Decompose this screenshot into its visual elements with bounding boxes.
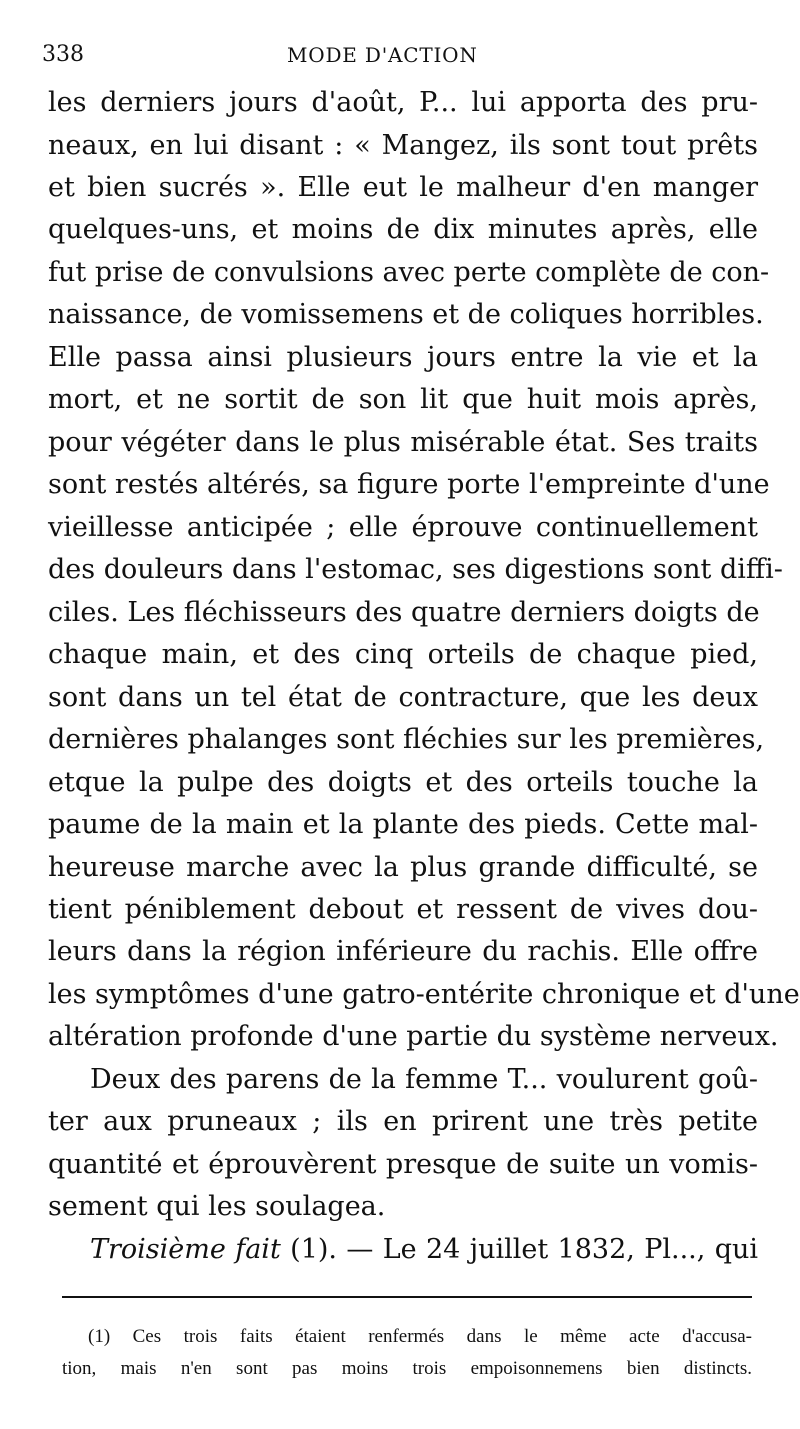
body-line: neaux, en lui disant : « Mangez, ils sont tout prêts [48, 130, 758, 161]
body-line: quantité et éprouvèrent presque de suite un vomis- [48, 1149, 758, 1180]
footnote-line: tion, mais n'en sont pas moins trois empoisonnemens bien distincts. [62, 1358, 752, 1379]
body-line: vieillesse anticipée ; elle éprouve continuellement [48, 512, 758, 543]
body-line: leurs dans la région inférieure du rachis. Elle offre [48, 936, 758, 967]
body-line: ciles. Les fléchisseurs des quatre derniers doigts de [48, 597, 760, 628]
body-line: et bien sucrés ». Elle eut le malheur d'en manger [48, 172, 758, 203]
body-line: paume de la main et la plante des pieds. Cette mal- [48, 809, 758, 840]
body-line: pour végéter dans le plus misérable état. Ses traits [48, 427, 758, 458]
body-line: Elle passa ainsi plusieurs jours entre la vie et la [48, 342, 758, 373]
body-line: altération profonde d'une partie du système nerveux. [48, 1021, 779, 1052]
body-line: ter aux pruneaux ; ils en prirent une très petite [48, 1106, 758, 1137]
body-line: des douleurs dans l'estomac, ses digestions sont diffi- [48, 554, 783, 585]
body-line: les symptômes d'une gatro-entérite chronique et d'une [48, 979, 800, 1010]
section-heading-italic: Troisième fait [90, 1234, 281, 1265]
body-line: chaque main, et des cinq orteils de chaque pied, [48, 639, 758, 670]
section-heading-line [90, 1230, 758, 1270]
body-line: fut prise de convulsions avec perte complète de con- [48, 257, 770, 288]
footnote-separator [62, 1296, 752, 1298]
page-number: 338 [42, 42, 84, 67]
section-heading-rest: (1). — Le 24 juillet 1832, Pl..., qui [280, 1234, 759, 1265]
body-line: dernières phalanges sont fléchies sur les premières, [48, 724, 765, 755]
body-line: sont dans un tel état de contracture, que les deux [48, 682, 758, 713]
running-header: MODE D'ACTION [287, 43, 478, 67]
body-line: Deux des parens de la femme T... voulurent goû- [90, 1064, 758, 1095]
body-line: tient péniblement debout et ressent de vives dou- [48, 894, 758, 925]
body-line: sement qui les soulagea. [48, 1191, 386, 1222]
body-line: heureuse marche avec la plus grande difficulté, se [48, 852, 758, 883]
body-line: les derniers jours d'août, P... lui apporta des pru- [48, 87, 758, 118]
body-line: quelques-uns, et moins de dix minutes après, elle [48, 214, 758, 245]
body-line: mort, et ne sortit de son lit que huit mois après, [48, 384, 758, 415]
body-line: sont restés altérés, sa figure porte l'empreinte d'une [48, 469, 770, 500]
footnote-line: (1) Ces trois faits étaient renfermés dans le même acte d'accusa- [88, 1326, 752, 1347]
body-line: naissance, de vomissemens et de coliques horribles. [48, 299, 764, 330]
body-line: etque la pulpe des doigts et des orteils touche la [48, 767, 758, 798]
